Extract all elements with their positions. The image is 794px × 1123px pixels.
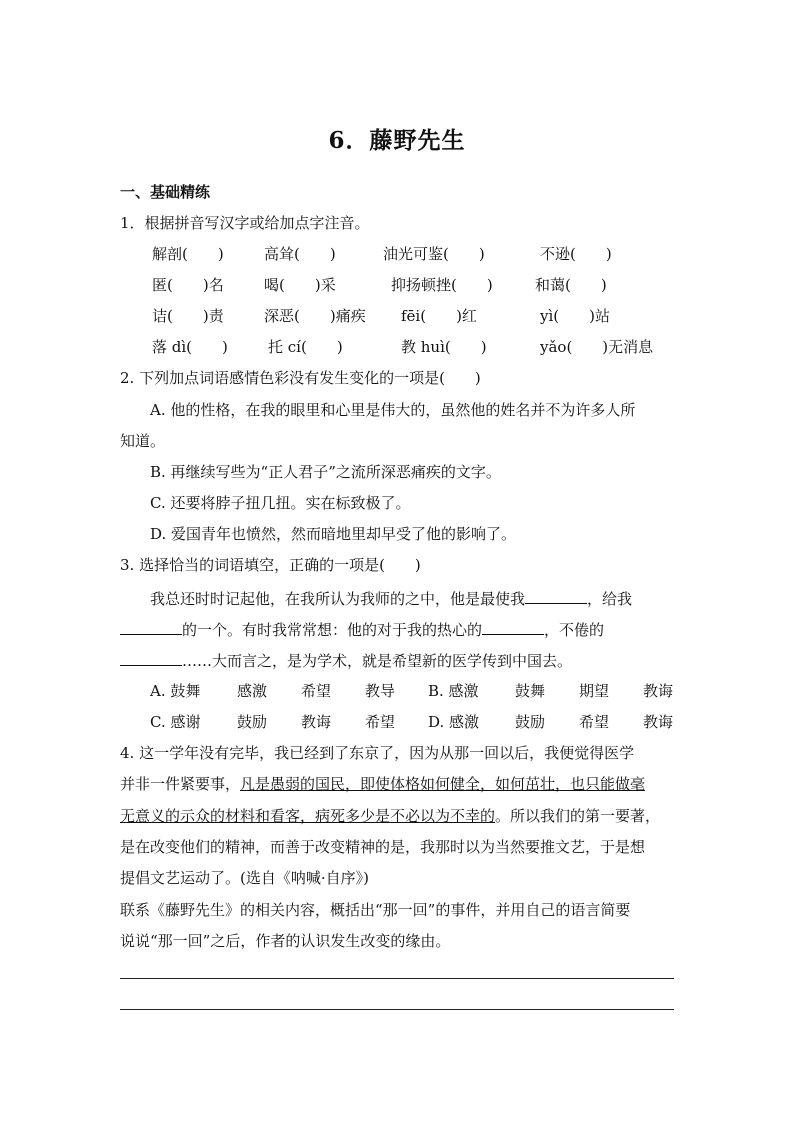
q1-item: 解剖( ) <box>152 245 224 263</box>
q1-item: 高耸( ) <box>264 245 336 263</box>
q4-text: 。所以我们的第一要著， <box>495 807 661 825</box>
q1-item: 油光可鉴( ) <box>383 245 485 263</box>
q3-option-word: 感激 <box>237 682 268 700</box>
q4-text: 并非一件紧要事， <box>120 775 241 793</box>
q3-text: ，不倦的 <box>544 621 605 639</box>
q3-option-b: B. 感激 <box>428 682 479 700</box>
q4-question-line-2: 说说“那一回”之后，作者的认识发生改变的缘由。 <box>120 932 451 950</box>
q4-underlined-text: 无意义的示众的材料和看客，病死多少是不必以为不幸的 <box>120 807 496 825</box>
page-title: 6．藤野先生 <box>328 127 466 154</box>
q1-item: 深恶( )痛疾 <box>264 307 366 325</box>
q3-option-word: 鼓励 <box>515 713 546 731</box>
q2-stem: 2. 下列加点词语感情色彩没有发生变化的一项是( ) <box>120 369 481 387</box>
q2-option-d: D. 爱国青年也愤然，然而暗地里却早受了他的影响了。 <box>150 525 517 543</box>
q3-passage-line-2 <box>120 619 675 640</box>
q3-text: ，给我 <box>587 590 633 608</box>
q4-question-line-1: 联系《藤野先生》的相关内容，概括出“那一回”的事件，并用自己的语言简要 <box>120 901 631 919</box>
q1-item: 和蔼( ) <box>535 276 607 294</box>
q4-passage-line-5: 提倡文艺运动了。(选自《呐喊·自序》) <box>120 869 369 887</box>
answer-line[interactable] <box>120 1009 674 1010</box>
q1-item: yì( )站 <box>540 307 610 325</box>
q4-passage-line-3 <box>120 806 675 826</box>
q4-passage-line-4: 是在改变他们的精神，而善于改变精神的是，我那时以为当然要推文艺，于是想 <box>120 838 646 856</box>
q1-item: 诘( )责 <box>152 307 224 325</box>
q1-item: 抑扬顿挫( ) <box>391 276 493 294</box>
q3-option-word: 教诲 <box>643 682 674 700</box>
q3-option-d: D. 感激 <box>428 713 480 731</box>
q1-item: 托 cí( ) <box>268 338 343 356</box>
q2-option-b: B. 再继续写些为“正人君子”之流所深恶痛疾的文字。 <box>150 463 501 481</box>
q1-item: fēi( )红 <box>401 307 477 325</box>
q2-option-a: A. 他的性格，在我的眼里和心里是伟大的，虽然他的姓名并不为许多人所 <box>150 401 636 419</box>
q3-passage-line-3 <box>120 650 675 671</box>
q3-option-word: 希望 <box>579 713 610 731</box>
q3-option-c: C. 感谢 <box>150 713 201 731</box>
q4-underlined-text: 凡是愚弱的国民，即使体格如何健全，如何茁壮，也只能做毫 <box>240 775 646 793</box>
q3-option-word: 鼓舞 <box>515 682 546 700</box>
fill-blank <box>525 588 587 604</box>
q3-option-word: 希望 <box>301 682 332 700</box>
fill-blank <box>120 619 182 635</box>
q3-text: 我总还时时记起他，在我所认为我师的之中，他是最使我 <box>150 590 526 608</box>
q1-item: yǎo( )无消息 <box>540 338 654 356</box>
q3-passage-line-1 <box>150 588 675 609</box>
q1-stem: 1．根据拼音写汉字或给加点字注音。 <box>120 214 370 232</box>
fill-blank <box>120 650 182 666</box>
q1-item: 喝( )采 <box>264 276 336 294</box>
fill-blank <box>482 619 544 635</box>
answer-line[interactable] <box>120 978 674 979</box>
q3-text: ……大而言之，是为学术，就是希望新的医学传到中国去。 <box>182 652 573 670</box>
section-heading: 一、基础精练 <box>120 183 211 201</box>
q4-passage-line-1: 4. 这一学年没有完毕，我已经到了东京了，因为从那一回以后，我便觉得医学 <box>120 744 635 762</box>
q3-stem: 3. 选择恰当的词语填空，正确的一项是( ) <box>120 556 421 574</box>
q3-option-word: 教诲 <box>301 713 332 731</box>
q3-option-word: 期望 <box>579 682 610 700</box>
q2-option-a-cont: 知道。 <box>120 432 166 450</box>
q3-option-word: 希望 <box>365 713 396 731</box>
q1-item: 落 dì( ) <box>152 338 228 356</box>
q1-item: 教 huì( ) <box>401 338 487 356</box>
q1-item: 匿( )名 <box>152 276 224 294</box>
q3-option-word: 鼓励 <box>237 713 268 731</box>
q4-passage-line-2 <box>120 774 675 794</box>
q3-option-a: A. 鼓舞 <box>150 682 201 700</box>
q2-option-c: C. 还要将脖子扭几扭。实在标致极了。 <box>150 494 411 512</box>
q3-option-word: 教导 <box>365 682 396 700</box>
q3-text: 的一个。有时我常常想：他的对于我的热心的 <box>182 621 483 639</box>
q3-option-word: 教诲 <box>643 713 674 731</box>
q1-item: 不逊( ) <box>540 245 612 263</box>
